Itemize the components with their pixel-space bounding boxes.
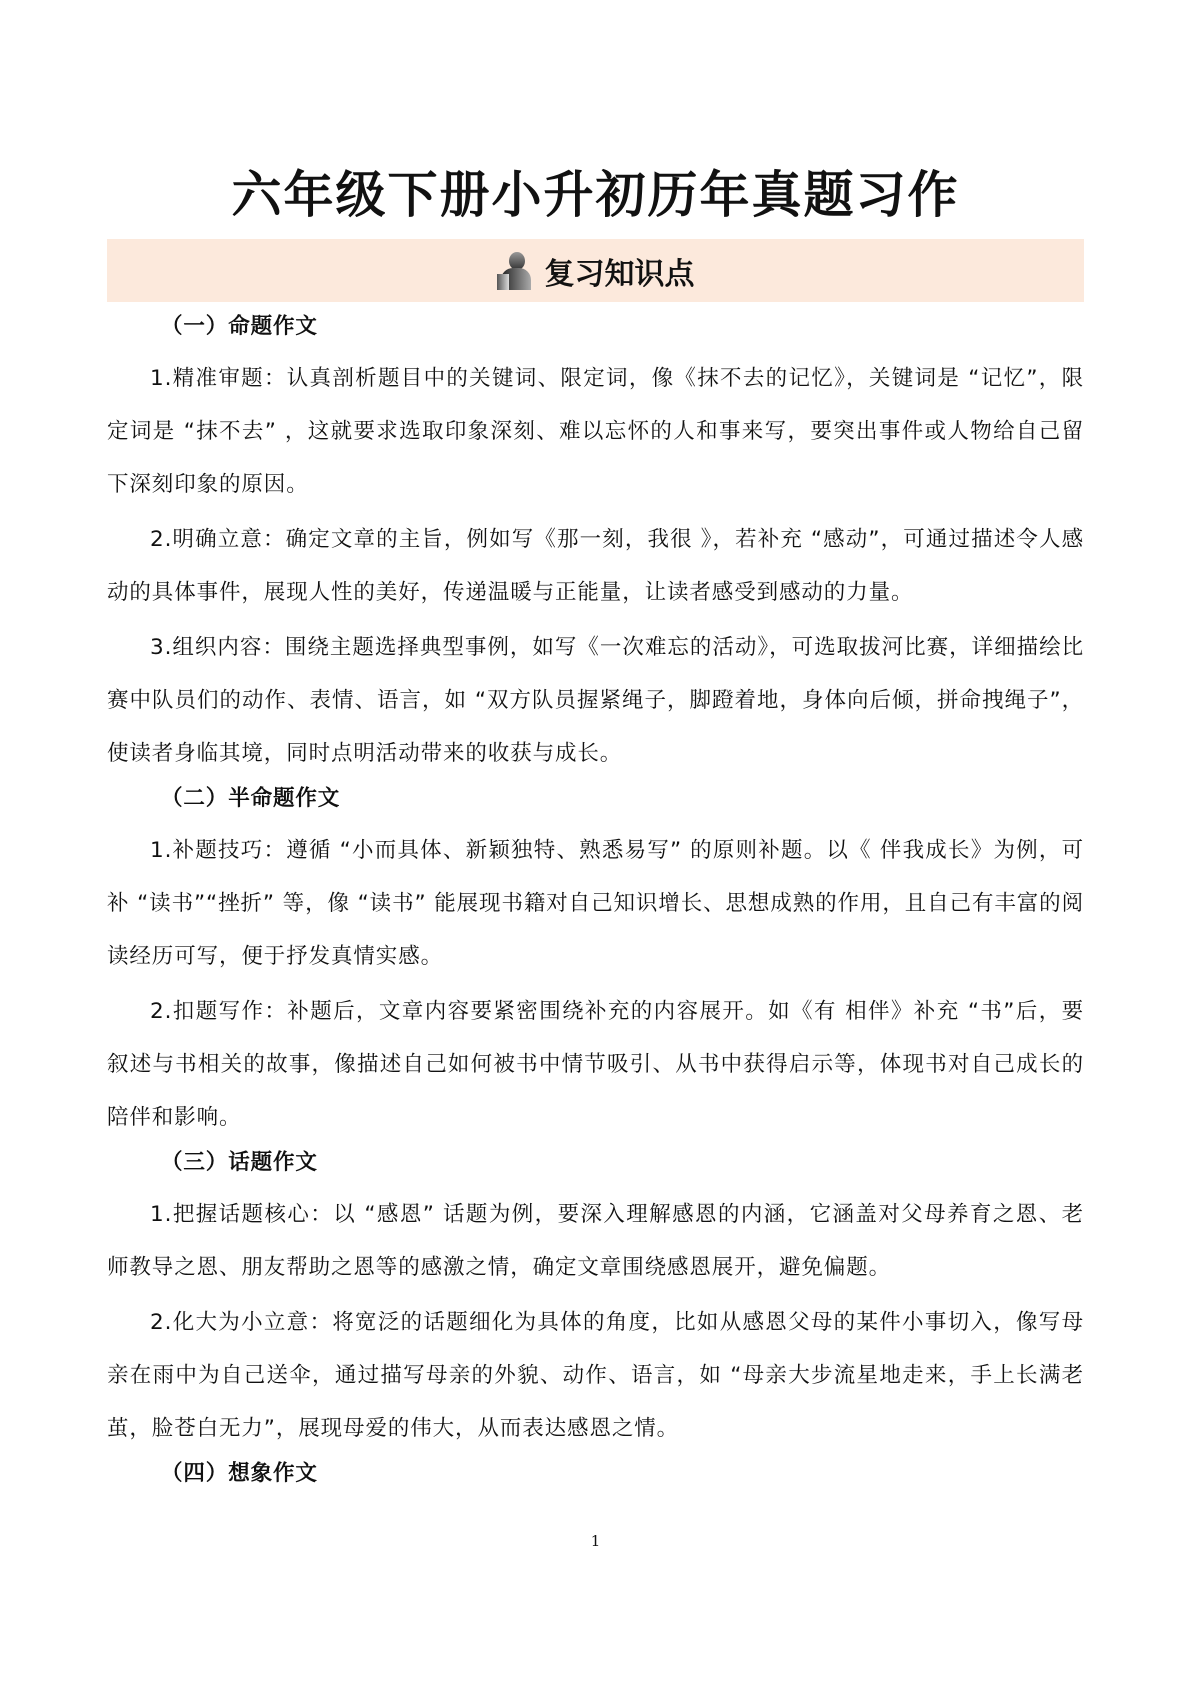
section-heading: （三）话题作文: [161, 1150, 318, 1175]
paragraph: 1.补题技巧：遵循 “小而具体、新颖独特、熟悉易写” 的原则补题。以《 伴我成长》为例，可补 “读书”“挫折” 等，像 “读书” 能展现书籍对自己知识增长、思想成熟的作用，且自己有丰富的阅读经历可写，便于抒发真情实感。: [107, 838, 1084, 969]
paragraph: 2.扣题写作：补题后，文章内容要紧密围绕补充的内容展开。如《有 相伴》补充 “书”后，要叙述与书相关的故事，像描述自己如何被书中情节吸引、从书中获得启示等，体现书对自己成长的陪伴和影响。: [107, 999, 1084, 1130]
paragraph: 2.明确立意：确定文章的主旨，例如写《那一刻，我很 》，若补充 “感动”，可通过描述令人感动的具体事件，展现人性的美好，传递温暖与正能量，让读者感受到感动的力量。: [107, 527, 1084, 605]
person-reading-icon: [497, 252, 531, 290]
paragraph: 1.把握话题核心：以 “感恩” 话题为例，要深入理解感恩的内涵，它涵盖对父母养育之恩、老师教导之恩、朋友帮助之恩等的感激之情，确定文章围绕感恩展开，避免偏题。: [107, 1202, 1084, 1280]
section-heading: （四）想象作文: [161, 1461, 318, 1486]
document-body: [107, 310, 1084, 1499]
paragraph: 1.精准审题：认真剖析题目中的关键词、限定词，像《抹不去的记忆》，关键词是 “记忆”，限定词是 “抹不去” ，这就要求选取印象深刻、难以忘怀的人和事来写，要突出事件或人物给自己留下深刻印象的原因。: [107, 366, 1084, 497]
page-number: 1: [590, 1532, 601, 1550]
paragraph: 2.化大为小立意：将宽泛的话题细化为具体的角度，比如从感恩父母的某件小事切入，像写母亲在雨中为自己送伞，通过描写母亲的外貌、动作、语言，如 “母亲大步流星地走来，手上长满老茧，脸苍白无力”，展现母爱的伟大，从而表达感恩之情。: [107, 1310, 1084, 1441]
paragraph: 3.组织内容：围绕主题选择典型事例，如写《一次难忘的活动》，可选取拔河比赛，详细描绘比赛中队员们的动作、表情、语言，如 “双方队员握紧绳子，脚蹬着地，身体向后倾，拼命拽绳子”，使读者身临其境，同时点明活动带来的收获与成长。: [107, 635, 1084, 766]
banner-label: 复习知识点: [544, 256, 695, 292]
section-heading: （一）命题作文: [161, 314, 318, 339]
page-title: 六年级下册小升初历年真题习作: [231, 165, 960, 224]
section-heading: （二）半命题作文: [161, 786, 341, 811]
section-banner: [107, 239, 1084, 302]
